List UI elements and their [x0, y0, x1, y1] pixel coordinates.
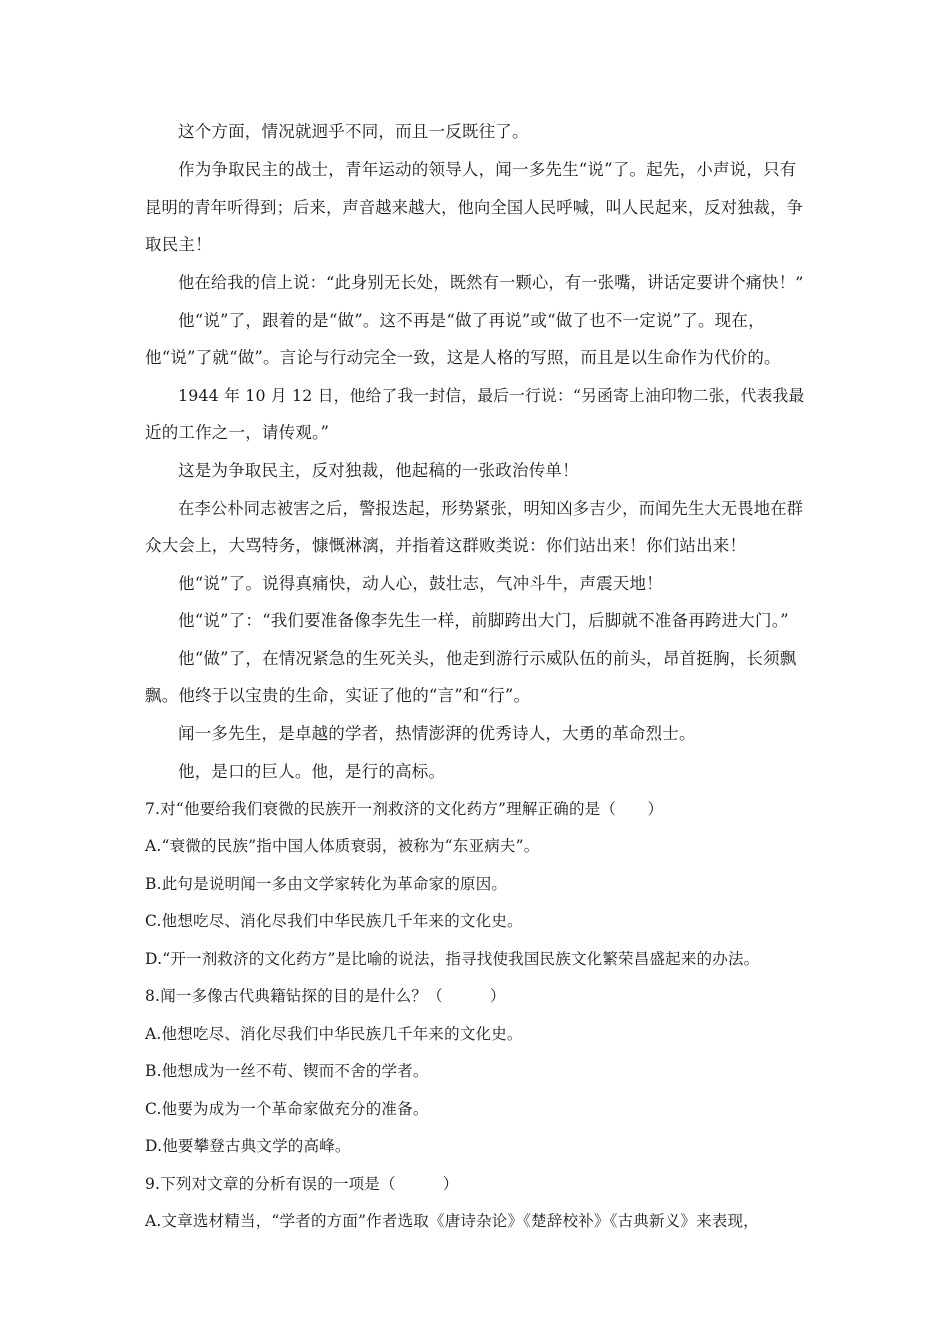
passage-line: 近的工作之一，请传观。” [145, 423, 330, 442]
passage-line: 这是为争取民主，反对独裁，他起稿的一张政治传单！ [178, 461, 579, 480]
question-8-stem: 8.闻一多像古代典籍钻探的目的是什么？（ ） [145, 987, 506, 1005]
passage-line: 这个方面，情况就迥乎不同，而且一反既往了。 [178, 122, 529, 141]
passage-line: 在李公朴同志被害之后，警报迭起，形势紧张，明知凶多吉少，而闻先生大无畏地在群 [178, 499, 804, 518]
question-8-option-c: C.他要为成为一个革命家做充分的准备。 [145, 1100, 429, 1118]
question-7-option-b: B.此句是说明闻一多由文学家转化为革命家的原因。 [145, 875, 508, 893]
passage-line: 飘。他终于以宝贵的生命，实证了他的“言”和“行”。 [145, 686, 531, 705]
passage-line: 众大会上，大骂特务，慷慨淋漓，并指着这群败类说：你们站出来！你们站出来！ [145, 536, 747, 555]
question-9-stem: 9.下列对文章的分析有误的一项是（ ） [145, 1175, 459, 1193]
question-7-stem: 7.对“他要给我们衰微的民族开一剂救济的文化药方”理解正确的是（ ） [145, 800, 664, 818]
question-8-option-d: D.他要攀登古典文学的高峰。 [145, 1137, 351, 1155]
passage-line: 作为争取民主的战士，青年运动的领导人，闻一多先生“说”了。起先，小声说，只有 [178, 160, 797, 179]
passage-line: 他“说”了。说得真痛快，动人心，鼓壮志，气冲斗牛，声震天地！ [178, 574, 663, 593]
question-8-option-a: A.他想吃尽、消化尽我们中华民族几千年来的文化史。 [145, 1025, 523, 1043]
question-9-option-a: A.文章选材精当，“学者的方面”作者选取《唐诗杂论》《楚辞校补》《古典新义》来表现， [145, 1212, 759, 1230]
passage-line: 1944 年 10 月 12 日，他给了我一封信，最后一行说：“另函寄上油印物二张，代表我最 [178, 386, 805, 405]
passage-line: 昆明的青年听得到；后来，声音越来越大，他向全国人民呼喊，叫人民起来，反对独裁，争 [145, 198, 803, 217]
question-7-option-c: C.他想吃尽、消化尽我们中华民族几千年来的文化史。 [145, 912, 523, 930]
passage-line: 他“说”了，跟着的是“做”。这不再是“做了再说”或“做了也不一定说”了。现在， [178, 311, 765, 330]
question-8-option-b: B.他想成为一丝不苟、锲而不舍的学者。 [145, 1062, 429, 1080]
question-7-option-d: D.“开一剂救济的文化药方”是比喻的说法，指寻找使我国民族文化繁荣昌盛起来的办法。 [145, 950, 760, 968]
passage-line: 他“说”了就“做”。言论与行动完全一致，这是人格的写照，而且是以生命作为代价的。 [145, 348, 781, 367]
passage-line: 他“做”了，在情况紧急的生死关头，他走到游行示威队伍的前头，昂首挺胸，长须飘 [178, 649, 797, 668]
passage-line: 他“说”了：“我们要准备像李先生一样，前脚跨出大门，后脚就不准备再跨进大门。” [178, 611, 789, 630]
question-7-option-a: A.“衰微的民族”指中国人体质衰弱，被称为“东亚病夫”。 [145, 837, 540, 855]
passage-line: 取民主！ [145, 235, 212, 254]
passage-line: 他在给我的信上说：“此身别无长处，既然有一颗心，有一张嘴，讲话定要讲个痛快！” [178, 273, 804, 292]
passage-line: 闻一多先生，是卓越的学者，热情澎湃的优秀诗人，大勇的革命烈士。 [178, 724, 696, 743]
passage-line: 他，是口的巨人。他，是行的高标。 [178, 762, 446, 781]
